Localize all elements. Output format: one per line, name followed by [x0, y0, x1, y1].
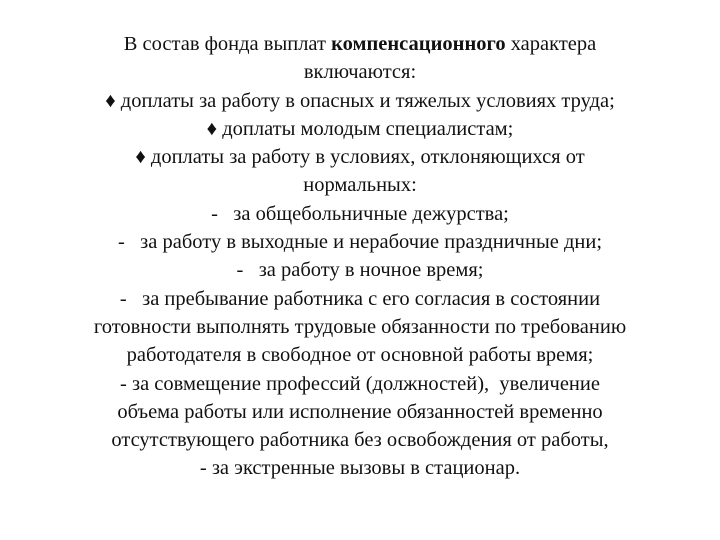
bullet-item-3-line-1: ♦ доплаты за работу в условиях, отклоняющихся от — [135, 146, 585, 169]
title-line-2: включаются: — [303, 61, 417, 84]
bullet-item-1: ♦ доплаты за работу в опасных и тяжелых условиях труда; — [105, 89, 615, 112]
sub-item-5-line-3: отсутствующего работника без освобождения от работы, — [111, 429, 609, 452]
sub-item-3: - за работу в ночное время; — [236, 259, 484, 282]
sub-item-2: - за работу в выходные и нерабочие праздничные дни; — [117, 231, 603, 254]
title-part-1: В состав фонда выплат — [123, 33, 332, 55]
title-line-1 — [0, 30, 720, 58]
bullet-item-2: ♦ доплаты молодым специалистам; — [206, 117, 514, 140]
sub-item-4-line-3: работодателя в свободное от основной работы время; — [126, 344, 594, 367]
sub-item-4-line-2: готовности выполнять трудовые обязанности по требованию — [93, 315, 627, 338]
bullet-item-3-line-2: нормальных: — [303, 174, 417, 197]
sub-item-5-line-1: - за совмещение профессий (должностей), увеличение — [120, 372, 600, 395]
sub-item-4-line-1: - за пребывание работника с его согласия в состоянии — [119, 287, 601, 310]
sub-item-5-line-2: объема работы или исполнение обязанностей временно — [117, 400, 603, 423]
sub-item-1: - за общебольничные дежурства; — [211, 202, 509, 225]
title-bold-word: компенсационного — [331, 33, 506, 55]
sub-item-6: - за экстренные вызовы в стационар. — [199, 457, 521, 480]
title-part-2: характера — [505, 33, 597, 55]
